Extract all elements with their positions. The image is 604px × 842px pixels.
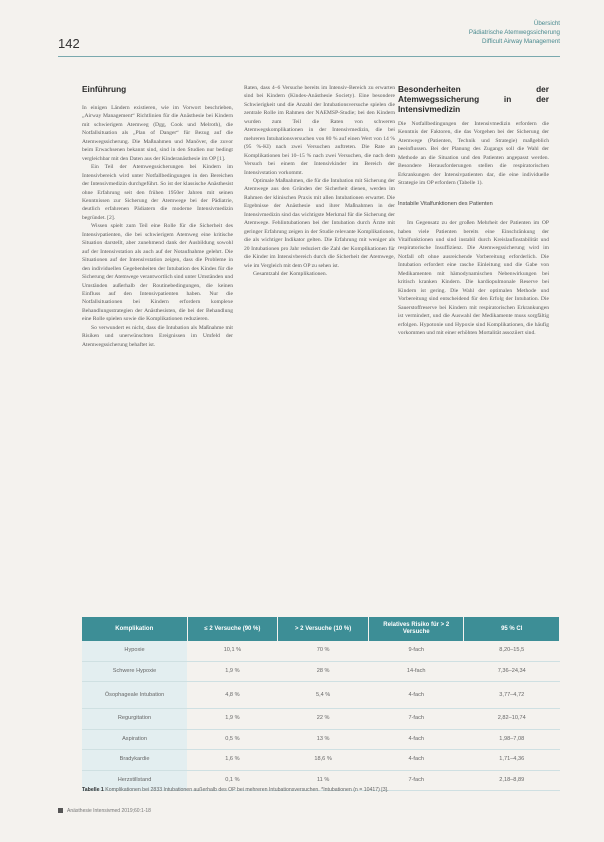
paragraph: Ein Teil der Atemwegssicherungen bei Kindern im Intensivbereich wird unter Notfallbedingungen in den Bereichen der Intensivmedizin durchgeführt. So ist der klassische Anästhesist ohne Erfahrung seit den frühen 1950er Jahren mit seinen Kenntnissen zur Sicherung der Atemwege bei der Pädiatrie, deutlich erfahrenen Pädiatern die moderne Intensivmedizin begründet. [2]. bbox=[82, 164, 233, 221]
table-header-cell: > 2 Versuche (10 %) bbox=[278, 617, 369, 641]
table-cell: 22 % bbox=[278, 709, 369, 730]
footer bbox=[58, 808, 151, 814]
table-row bbox=[82, 661, 560, 682]
header-rule bbox=[58, 56, 560, 57]
table-cell: 4-fach bbox=[368, 750, 464, 771]
paragraph: Die Notfallbedingungen der Intensivmedizin erfordern die Kenntnis der Faktoren, die das Vorgehen bei der Sicherung der Atemwege (Patienten, Technik und Strategie) maßgeblich beeinflussen. Bei der Planung des Zugangs soll die Wahl der Methode an die Situation und den Patienten angepasst werden. Besondere Herausforderungen stellen die respiratorischen Erkrankungen der Intensivpatienten dar, die eine individuelle Strategie im OP erfordern (Tabelle 1). bbox=[398, 121, 549, 187]
table-cell: Herzstillstand bbox=[82, 770, 187, 791]
section-heading-einfuehrung: Einführung bbox=[82, 84, 127, 94]
table-row bbox=[82, 750, 560, 771]
table-cell: Schwere Hypoxie bbox=[82, 661, 187, 682]
column-2 bbox=[244, 84, 395, 278]
table-caption bbox=[82, 787, 562, 793]
table-cell: Aspiration bbox=[82, 729, 187, 750]
paragraph: Wissen spielt zum Teil eine Rolle für die Sicherheit des Intensivpatienten, die bei schwierigem Atemweg eine kritische Situation darstellt, aber zunehmend dank der Ausbildung sowohl auf der Intensivstation als auch auf der Notaufnahme gelehrt. Die Situationen auf der Intensivstation zeigen, dass die Probleme in den individuellen Gegebenheiten der Intubation des Kindes für die Sicherung der Atemwege verantwortlich sind unter Umständen und Umständen außerhalb der Routinebedingungen, die keinen Einfluss auf den Intensivpatienten haben. Nur die Notfallsituationen bei Kindern erfordern komplexe Behandlungsstrategien der Anästhesisten, die bei der Behandlung eine Rolle spielen sowie die Komplikationen reduzieren. bbox=[82, 223, 233, 323]
table-row bbox=[82, 729, 560, 750]
table-cell: 10,1 % bbox=[187, 641, 278, 661]
table-row bbox=[82, 682, 560, 709]
table-cell: 3,77–4,72 bbox=[464, 682, 560, 709]
table-cell: 1,9 % bbox=[187, 661, 278, 682]
paragraph: Im Gegensatz zu der großen Mehrheit der Patienten im OP haben viele Patienten bereits eine Einschränkung der Vitalfunktionen und sind instabil durch Kreislaufinstabilität und respiratorische Insuffizienz. Die Atemwegssicherung wird im Notfall oft ohne ausreichende Vorbereitung erforderlich. Die Intubation erfordert eine rasche Einleitung und die Gabe von Medikamenten mit hämodynamischen Nebenwirkungen bei kritisch kranken Kindern. Die kardiopulmonale Reserve bei Kindern ist gering. Die Wahl der optimalen Methode und Vorbereitung sind entscheidend für den Erfolg der Intubation. Die Sauerstoffreserve bei Kindern mit respiratorischen Erkrankungen ist vermindert, und die Auswahl der Medikamente muss sorgfältig erfolgen. Hypotonie und Hypoxie sind Komplikationen, die häufig vorkommen und mit einer erhöhten Mortalität assoziiert sind. bbox=[398, 220, 549, 336]
subheading-instabile-vitalfunktionen: Instabile Vitalfunktionen des Patienten bbox=[398, 200, 493, 207]
table-header-cell: 95 % CI bbox=[464, 617, 560, 641]
table-cell: 1,71–4,36 bbox=[464, 750, 560, 771]
table-cell: 0,5 % bbox=[187, 729, 278, 750]
table-cell: 9-fach bbox=[368, 641, 464, 661]
table-cell: 14-fach bbox=[368, 661, 464, 682]
table-cell: 13 % bbox=[278, 729, 369, 750]
table-cell: 4,8 % bbox=[187, 682, 278, 709]
table-cell: 8,20–15,5 bbox=[464, 641, 560, 661]
table-caption-text: Komplikationen bei 2833 Intubationen außerhalb des OP bei mehreren Intubationsversuchen. *Intubationen (n = 10417) [3]. bbox=[103, 787, 389, 793]
table-cell: 1,98–7,08 bbox=[464, 729, 560, 750]
footer-square-icon bbox=[58, 808, 63, 813]
table-cell: 4-fach bbox=[368, 682, 464, 709]
page-number: 142 bbox=[58, 36, 80, 51]
table-cell: Regurgitation bbox=[82, 709, 187, 730]
table-header-cell: Relatives Risiko für > 2 Versuche bbox=[368, 617, 464, 641]
paragraph: Optimale Maßnahmen, die für die Intubation mit Sicherung der Atemwege aus den Gründen der Sicherheit dienen, werden im Rahmen der klinischen Praxis mit allen Intubationen erwartet. Die Ergebnisse der Anästhesie und ihrer Maßnahmen in der Intensivmedizin sind das wichtigste Merkmal für die Sicherung der Atemwege. Fehlintubationen bei der Intubation durch Ärzte mit geringer Erfahrung zeigen in der Studie relevante Komplikationen, die als wichtiger Indikator gelten. Die Erfahrung mit weniger als 20 Intubationen pro Jahr reduziert die Zahl der Komplikationen für die Kinder im Intensivbereich durch die Sicherheit der Atemwege, wie im Vergleich mit dem OP zu sehen ist. bbox=[244, 177, 395, 269]
paragraph: So verwundert es nicht, dass die Intubation als Maßnahme mit Risiken und unerwünschten Ereignissen im Umfeld der Atemwegssicherung behaftet ist. bbox=[82, 324, 233, 348]
running-header-line-3: Difficult Airway Management bbox=[482, 38, 560, 45]
table-cell: 11 % bbox=[278, 770, 369, 791]
paragraph: Gesamtzahl der Komplikationen. bbox=[253, 270, 328, 277]
table-row bbox=[82, 641, 560, 661]
table-cell: 5,4 % bbox=[278, 682, 369, 709]
column-3 bbox=[398, 84, 549, 337]
paragraph: In einigen Ländern existieren, wie im Vorwort beschrieben, „Airway Management“ Richtlinien für die Anästhesie bei Kindern mit schwierigem Atemweg (Dgg, Cook und Melroth), die Notfallsituation als „Plan of Danger“ für Bezug auf die Atemwegssicherung. Die Maßnahmen und Manöver, die zuvor beim Erwachsenen bekannt sind, sind in den Studien nur bedingt vergleichbar mit den Daten aus der Kinderanästhesie im OP [1]. bbox=[82, 105, 233, 162]
table-cell: 7,36–24,34 bbox=[464, 661, 560, 682]
table-header-cell: Komplikation bbox=[82, 617, 187, 641]
table-cell: 1,6 % bbox=[187, 750, 278, 771]
running-header bbox=[469, 19, 560, 46]
table-cell: 2,82–10,74 bbox=[464, 709, 560, 730]
table-cell: 18,6 % bbox=[278, 750, 369, 771]
table-cell: Ösophageale Intubation bbox=[82, 682, 187, 709]
table-cell: 4-fach bbox=[368, 729, 464, 750]
table-header-row bbox=[82, 617, 560, 641]
table-cell: 0,1 % bbox=[187, 770, 278, 791]
section-heading-besonderheiten: Besonderheiten der Atemwegssicherung in der Intensivmedizin bbox=[398, 84, 549, 114]
table-header-cell: ≤ 2 Versuche (90 %) bbox=[187, 617, 278, 641]
table-row bbox=[82, 709, 560, 730]
paragraph: Raten, dass 4–6 Versuche bereits im Intensiv-Bereich zu erwarten sind bei Kindern (Kindes-Anästhesie Society). Eine besondere Schwierigkeit und die Anzahl der Intubationsversuche spielen die zentrale Rolle im Rahmen der NAEMSP-Studie; bei den Kindern wurden zum Teil die Raten von schweren Atemwegskomplikationen in der Intensivmedizin, die bei mehreren Intubationsversuchen von 80 % auf einen Wert von 14 % (95 %-KI) nach zwei Versuchen auftreten. Die Rate an Komplikationen bei 10–15 % nach zwei Versuchen, die nach dem Versuch bei einem der Intensivkinder im Bereich der Intensivstation vorkommt. bbox=[244, 85, 395, 176]
table-cell: Hypoxie bbox=[82, 641, 187, 661]
table-cell: 7-fach bbox=[368, 770, 464, 791]
table-cell: 1,9 % bbox=[187, 709, 278, 730]
table-cell: 2,18–8,89 bbox=[464, 770, 560, 791]
table-caption-label: Tabelle 1 bbox=[82, 787, 104, 793]
table-cell: 70 % bbox=[278, 641, 369, 661]
footer-citation: Anästhesie Intensivmed 2019;60:1-18 bbox=[67, 808, 151, 814]
running-header-line-2: Pädiatrische Atemwegssicherung bbox=[468, 29, 560, 36]
column-1 bbox=[82, 84, 233, 349]
table-cell: 28 % bbox=[278, 661, 369, 682]
running-header-line-1: Übersicht bbox=[533, 20, 560, 27]
table-cell: 7-fach bbox=[368, 709, 464, 730]
table-cell: Bradykardie bbox=[82, 750, 187, 771]
complications-table bbox=[82, 617, 560, 791]
